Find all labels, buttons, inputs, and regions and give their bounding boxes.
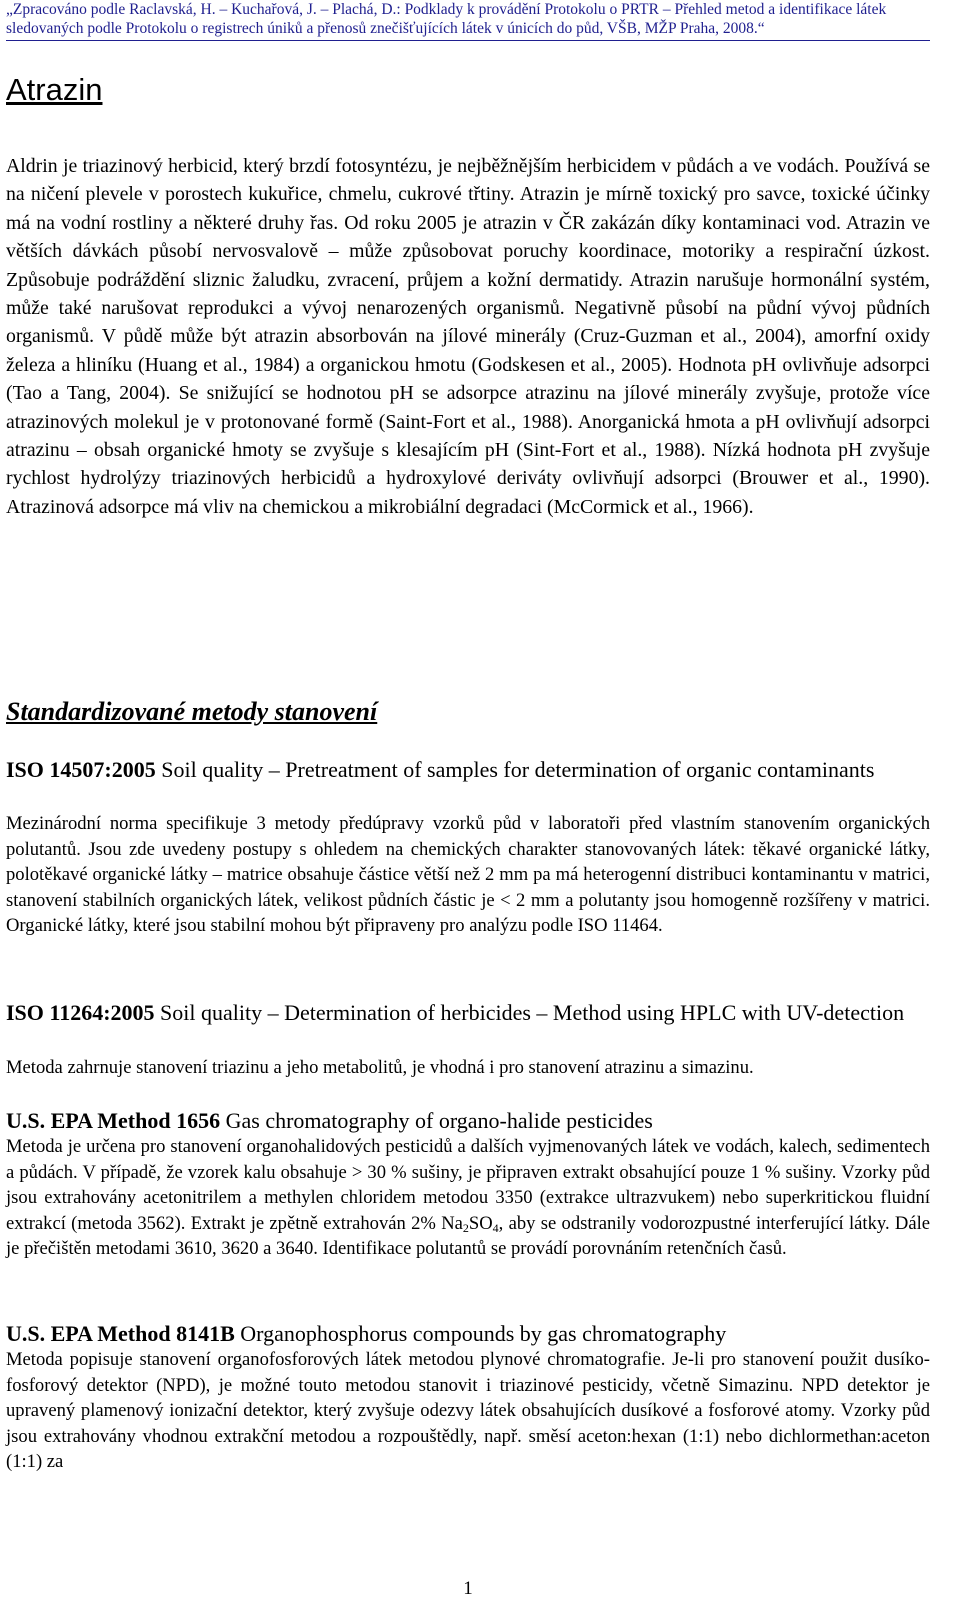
standard-heading [6, 756, 930, 783]
standard-heading [6, 1107, 930, 1134]
standard-code: U.S. EPA Method 8141B [6, 1321, 235, 1346]
standard-heading [6, 999, 930, 1026]
standard-name: Organophosphorus compounds by gas chromatography [234, 1321, 727, 1346]
subscript: 4 [492, 1220, 499, 1235]
page-number: 1 [463, 1578, 473, 1599]
description-text: SO [468, 1212, 493, 1234]
standard-description: Metoda popisuje stanovení organofosforových látek metodou plynové chromatografie. Je-li pro stanovení použit dusíko-fosforový detektor (NPD), je možné touto metodou stanovit i triazinové pesticidy, včetně Simazinu. NPD detektor je upravený plamenový ionizační detektor, který zvyšuje odezvy látek obsahujících dusíkové a fosforové atomy. Vzorky půd jsou extrahovány vhodnou extrakční metodou a rozpouštědly, např. směsí aceton:hexan (1:1) nebo dichlormethan:aceton (1:1) za [6, 1349, 930, 1473]
page-title: Atrazin [6, 72, 103, 107]
standard-description: Metoda zahrnuje stanovení triazinu a jeho metabolitů, je vhodná i pro stanovení atrazinu a simazinu. [6, 1057, 754, 1078]
description-text: , aby se odstranily vodorozpustné interferující látky. Dále je přečištěn metodami 3610, 3620 a 3640. Identifikace polutantů se provádí porovnáním retenčních časů. [6, 1212, 931, 1260]
document-header: „Zpracováno podle Raclavská, H. – Kuchařová, J. – Plachá, D.: Podklady k provádění Protokolu o PRTR – Přehled metod a identifikace látek sledovaných podle Protokolu o registrech úniků a přenosů znečišťujících látek v únicích do půd, VŠB, MŽP Praha, 2008.“ [6, 0, 930, 41]
standard-description: Mezinárodní norma specifikuje 3 metody předúpravy vzorků půd v laboratoři před vlastním stanovením organických polutantů. Jsou zde uvedeny postupy s ohledem na chemických charakter stanovovaných látek: těkavé organické látky, polotěkavé organické látky – matrice obsahuje částice větší než 2 mm pa má heterogenní distribuci kontaminantu v matrici, stanovení stabilních organických látek, velikost půdních částic je < 2 mm a polutanty jsou homogenně rozšířeny v matrici. Organické látky, které jsou stabilní mohou být připraveny pro analýzu podle ISO 11464. [6, 813, 930, 937]
standard-description [6, 1134, 930, 1262]
standard-heading [6, 1320, 930, 1347]
standard-name: Soil quality – Pretreatment of samples for determination of organic contaminants [155, 757, 875, 782]
intro-paragraph: Aldrin je triazinový herbicid, který brzdí fotosyntézu, je nejběžnějším herbicidem v půdách a ve vodách. Používá se na ničení plevele v porostech kukuřice, chmelu, cukrové třtiny. Atrazin je mírně toxický pro savce, toxické účinky má na vodní rostliny a některé druhy řas. Od roku 2005 je atrazin v ČR zakázán díky kontaminaci vod. Atrazin ve větších dávkách působí nervosvalově – může způsobovat poruchy koordinace, motoriky a respirační úzkost. Způsobuje podráždění sliznic žaludku, zvracení, průjem a kožní dermatidy. Atrazin narušuje hormonální systém, může také narušovat reprodukci a vývoj nenarozených organismů. Negativně působí na půdní vývoj půdních organismů. V půdě může být atrazin absorbován na jílové minerály (Cruz-Guzman et al., 2004), amorfní oxidy železa a hliníku (Huang et al., 1984) a organickou hmotu (Godskesen et al., 2005). Hodnota pH ovlivňuje adsorpci (Tao a Tang, 2004). Se snižující se hodnotou pH se adsorpce atrazinu na jílové minerály zvyšuje, protože více atrazinových molekul je v protonované formě (Saint-Fort et al., 1988). Anorganická hmota a pH ovlivňují adsorpci atrazinu – obsah organické hmoty se zvyšuje s klesajícím pH (Sint-Fort et al., 1988). Nízká hodnota pH zvyšuje rychlost hydrolýzy triazinových herbicidů a hydroxylové deriváty ovlivňují adsorpci (Brouwer et al., 1990). Atrazinová adsorpce má vliv na chemickou a mikrobiální degradaci (McCormick et al., 1966). [6, 155, 930, 518]
subscript: 2 [462, 1220, 469, 1235]
standard-code: U.S. EPA Method 1656 [6, 1108, 221, 1133]
section-title: Standardizované metody stanovení [6, 697, 378, 726]
standard-name: Soil quality – Determination of herbicides – Method using HPLC with UV-detection [154, 1000, 905, 1025]
description-text: Metoda je určena pro stanovení organohalidových pesticidů a dalších vyjmenovaných látek ve vodách, kalech, sedimentech a půdách. V případě, že vzorek kalu obsahuje > 30 % sušiny, je připraven extrakt obsahující pouze 1 % sušiny. Vzorky půd jsou extrahovány acetonitrilem a methylen chloridem metodou 3350 (extrakce ultrazvukem) nebo superkritickou fluidní extrakcí (metoda 3562). Extrakt je zpětně extrahován 2% Na [6, 1136, 930, 1234]
standard-code: ISO 14507:2005 [6, 757, 156, 782]
standard-name: Gas chromatography of organo-halide pesticides [220, 1108, 653, 1133]
standard-code: ISO 11264:2005 [6, 1000, 155, 1025]
